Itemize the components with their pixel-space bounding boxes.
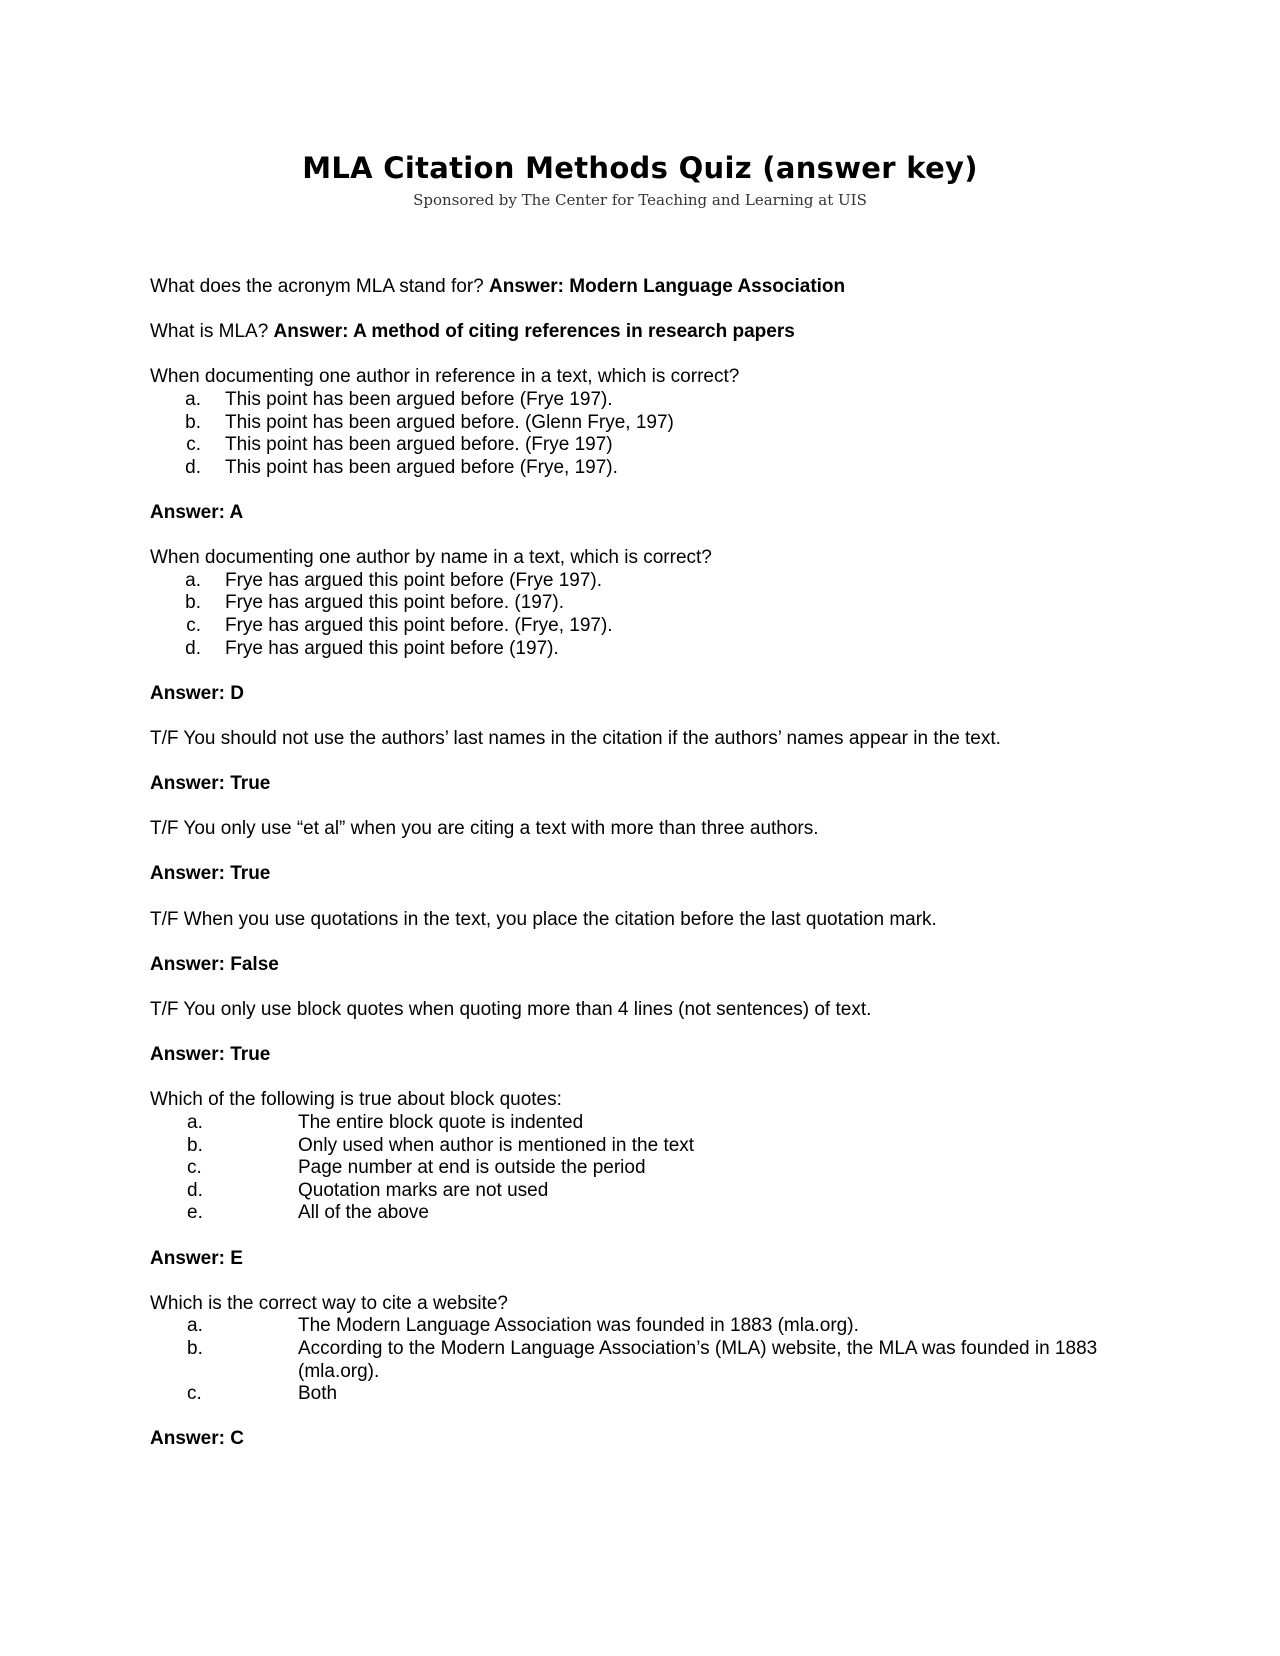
- option: [150, 1315, 1150, 1338]
- option: [150, 1338, 1150, 1383]
- question-2: [150, 321, 1150, 344]
- option: [150, 615, 1150, 638]
- option: [150, 434, 1150, 457]
- option-text: Only used when author is mentioned in the text: [298, 1134, 695, 1156]
- question-9: Which of the following is true about block quotes:: [150, 1089, 562, 1111]
- question-text: What is MLA?: [150, 321, 269, 343]
- option-letter: a.: [185, 569, 201, 591]
- answer-6: Answer: True: [150, 863, 271, 885]
- option-letter: d.: [185, 456, 201, 478]
- option: [150, 389, 1150, 412]
- option: [150, 570, 1150, 593]
- question-7: T/F When you use quotations in the text, you place the citation before the last quotation mark.: [150, 908, 937, 930]
- option: [150, 1202, 1150, 1225]
- option: [150, 638, 1150, 661]
- answer-3: Answer: A: [150, 501, 244, 523]
- question-9-options: [150, 1112, 1150, 1225]
- question-10: Which is the correct way to cite a website?: [150, 1292, 508, 1314]
- option-text: Both: [298, 1383, 338, 1405]
- question-3: When documenting one author in reference in a text, which is correct?: [150, 366, 740, 388]
- option-text: Frye has argued this point before. (Frye, 197).: [225, 614, 613, 636]
- question-1: [150, 276, 1150, 299]
- question-4: When documenting one author by name in a text, which is correct?: [150, 547, 712, 569]
- question-4-options: [150, 570, 1150, 660]
- option-text: All of the above: [298, 1202, 429, 1224]
- option-text: This point has been argued before (Frye, 197).: [225, 456, 618, 478]
- answer-7: Answer: False: [150, 953, 279, 975]
- option-letter: b.: [185, 411, 201, 433]
- option: [150, 1112, 1150, 1135]
- option-text: According to the Modern Language Association’s (MLA) website, the MLA was founded in 1883 (mla.org).: [298, 1337, 1098, 1382]
- question-8: T/F You only use block quotes when quoting more than 4 lines (not sentences) of text.: [150, 999, 872, 1020]
- option-letter: c.: [187, 1383, 202, 1405]
- answer-8: Answer: True: [150, 1044, 271, 1066]
- question-3-options: [150, 389, 1150, 479]
- option-letter: d.: [187, 1179, 203, 1201]
- option-text: This point has been argued before. (Frye 197): [225, 434, 613, 456]
- option-letter: c.: [187, 1157, 202, 1179]
- option: [150, 457, 1150, 480]
- question-5: T/F You should not use the authors’ last names in the citation if the authors’ names appear in the text.: [150, 727, 1001, 749]
- answer-4: Answer: D: [150, 682, 244, 704]
- option-text: Quotation marks are not used: [298, 1179, 549, 1201]
- option-letter: a.: [187, 1111, 203, 1133]
- option-text: Frye has argued this point before. (197).: [225, 592, 565, 614]
- option-letter: b.: [185, 592, 201, 614]
- option-letter: b.: [187, 1134, 203, 1156]
- answer-9: Answer: E: [150, 1247, 243, 1269]
- answer-10: Answer: C: [150, 1428, 244, 1450]
- page-title: MLA Citation Methods Quiz (answer key): [302, 151, 978, 185]
- option-letter: e.: [187, 1202, 203, 1224]
- question-text: What does the acronym MLA stand for?: [150, 276, 484, 297]
- option-text: Page number at end is outside the period: [298, 1157, 646, 1179]
- option-text: This point has been argued before. (Glenn Frye, 197): [225, 411, 674, 433]
- answer-5: Answer: True: [150, 773, 271, 795]
- option-letter: b.: [187, 1337, 203, 1359]
- option: [150, 1180, 1150, 1203]
- option-letter: c.: [186, 614, 201, 636]
- question-10-options: [150, 1315, 1150, 1405]
- option-letter: d.: [185, 637, 201, 659]
- option: [150, 1157, 1150, 1180]
- option-letter: c.: [186, 434, 201, 456]
- quiz-body: [150, 276, 1150, 1473]
- option-text: The Modern Language Association was founded in 1883 (mla.org).: [298, 1315, 859, 1337]
- option: [150, 1383, 1150, 1406]
- answer-text: Answer: A method of citing references in research papers: [273, 321, 795, 343]
- option: [150, 1135, 1150, 1158]
- option-text: Frye has argued this point before (197).: [225, 637, 559, 659]
- option-letter: a.: [185, 388, 201, 410]
- answer-text: Answer: Modern Language Association: [489, 276, 846, 297]
- option: [150, 412, 1150, 435]
- option: [150, 592, 1150, 615]
- option-letter: a.: [187, 1315, 203, 1337]
- option-text: The entire block quote is indented: [298, 1111, 584, 1133]
- option-text: This point has been argued before (Frye 197).: [225, 388, 613, 410]
- page-subtitle: Sponsored by The Center for Teaching and Learning at UIS: [413, 191, 867, 209]
- question-6: T/F You only use “et al” when you are citing a text with more than three authors.: [150, 818, 819, 840]
- option-text: Frye has argued this point before (Frye 197).: [225, 569, 603, 591]
